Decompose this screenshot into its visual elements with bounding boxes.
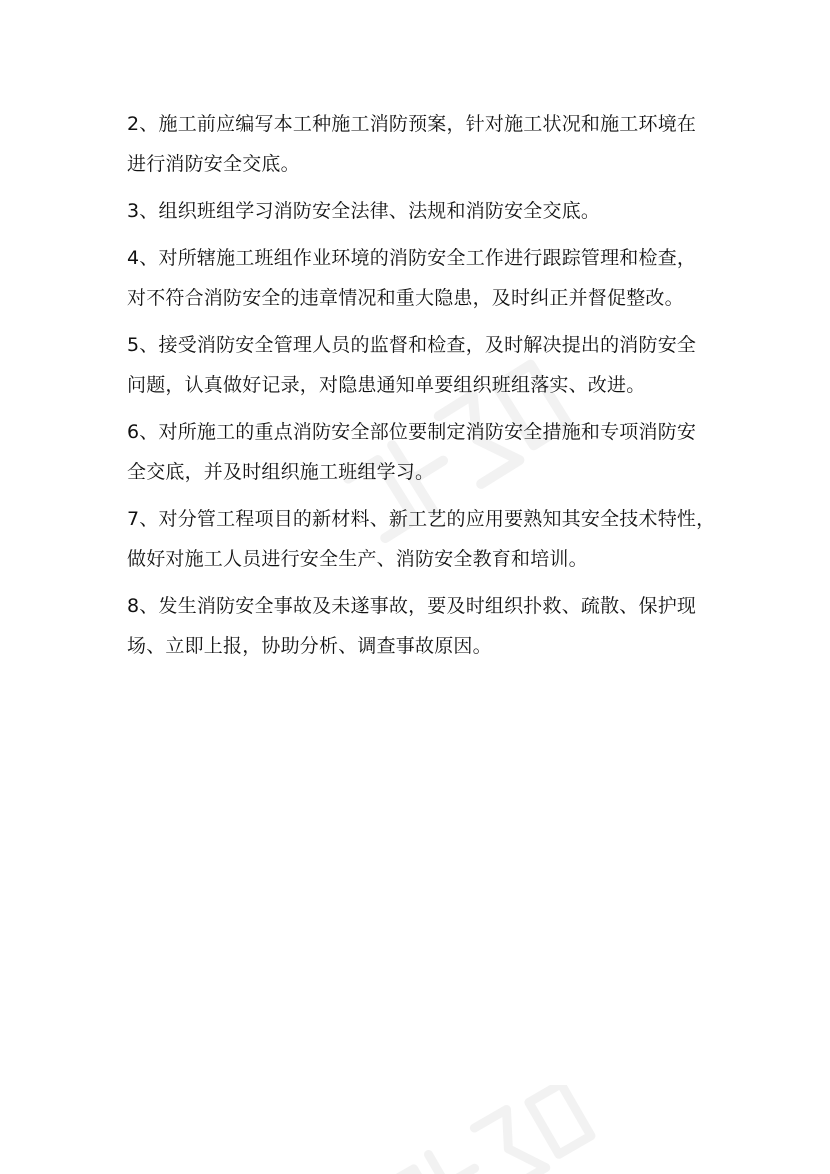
paragraph-line: 全交底，并及时组织施工班组学习。: [127, 461, 435, 483]
paragraph-item-3: [127, 191, 727, 231]
paragraph-line: 6、对所施工的重点消防安全部位要制定消防安全措施和专项消防安: [127, 421, 697, 443]
paragraph-item-4: [127, 238, 727, 318]
paragraph-line: 3、组织班组学习消防安全法律、法规和消防安全交底。: [127, 200, 601, 222]
paragraph-line: 8、发生消防安全事故及未遂事故，要及时组织扑救、疏散、保护现: [127, 595, 697, 617]
watermark-logo-bottom: [345, 1085, 605, 1174]
paragraph-item-5: [127, 325, 727, 405]
paragraph-item-6: [127, 412, 727, 492]
paragraph-line: 问题，认真做好记录，对隐患通知单要组织班组落实、改进。: [127, 374, 646, 396]
paragraph-item-2: [127, 104, 727, 184]
paragraph-item-7: [127, 499, 727, 579]
paragraph-line: 场、立即上报，协助分析、调查事故原因。: [127, 635, 492, 657]
paragraph-line: 7、对分管工程项目的新材料、新工艺的应用要熟知其安全技术特性，: [127, 508, 716, 530]
paragraph-line: 2、施工前应编写本工种施工消防预案，针对施工状况和施工环境在: [127, 113, 697, 135]
paragraph-item-8: [127, 586, 727, 666]
paragraph-line: 4、对所辖施工班组作业环境的消防安全工作进行跟踪管理和检查，: [127, 247, 697, 269]
paragraph-line: 5、接受消防安全管理人员的监督和检查，及时解决提出的消防安全: [127, 334, 697, 356]
paragraph-line: 进行消防安全交底。: [127, 153, 300, 175]
document-body: [127, 104, 727, 673]
paragraph-line: 对不符合消防安全的违章情况和重大隐患，及时纠正并督促整改。: [127, 287, 684, 309]
paragraph-line: 做好对施工人员进行安全生产、消防安全教育和培训。: [127, 548, 588, 570]
